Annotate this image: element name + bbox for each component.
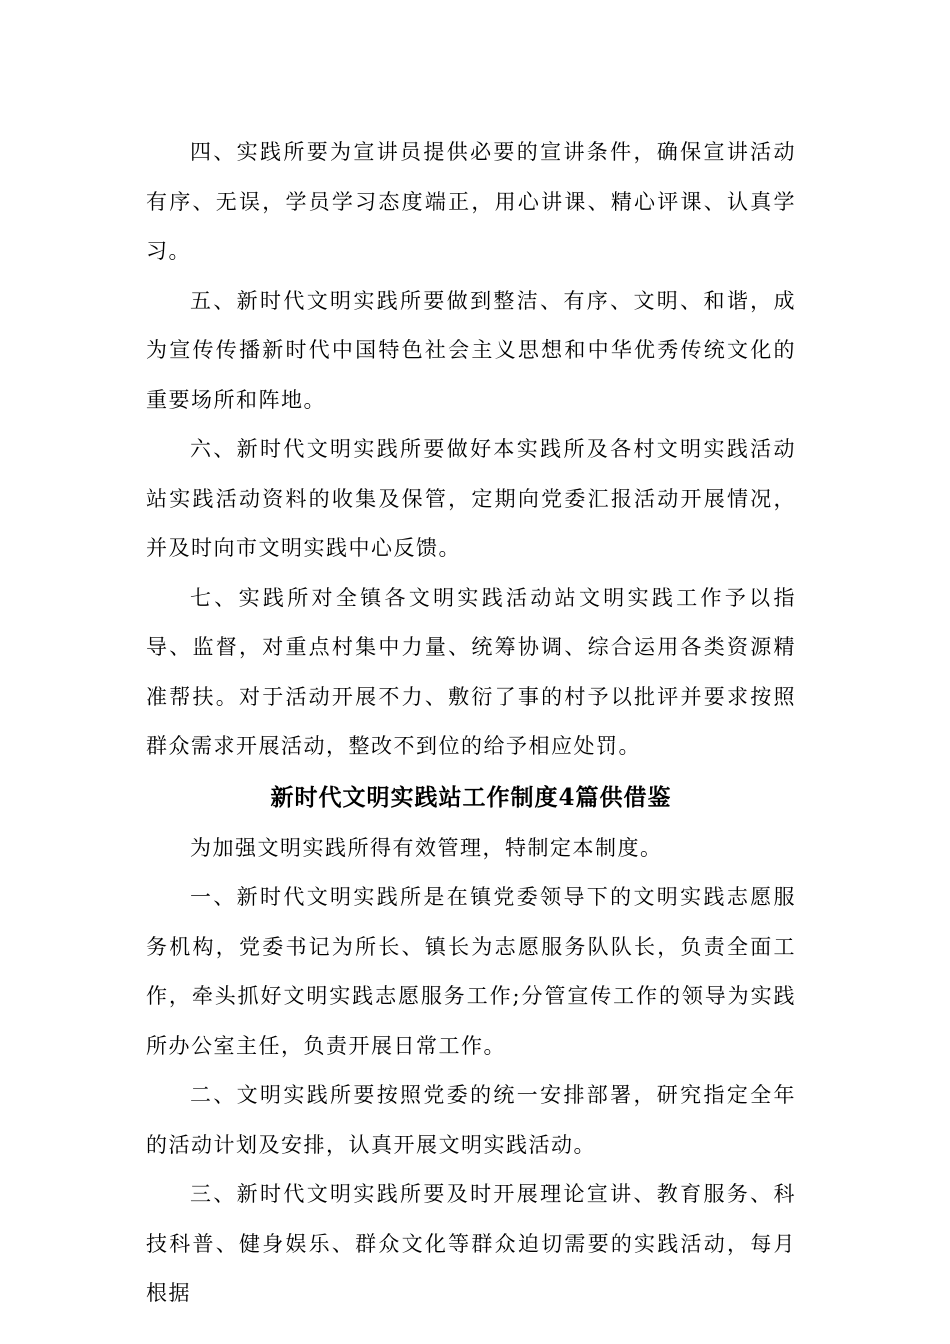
paragraph-2: 二、文明实践所要按照党委的统一安排部署，研究指定全年的活动计划及安排，认真开展文明实践活动。 bbox=[146, 1083, 796, 1157]
paragraph-1: 一、新时代文明实践所是在镇党委领导下的文明实践志愿服务机构，党委书记为所长、镇长为志愿服务队队长，负责全面工作，牵头抓好文明实践志愿服务工作;分管宣传工作的领导为实践所办公室主任，负责开展日常工作。 bbox=[146, 885, 796, 1058]
paragraph-7: 七、实践所对全镇各文明实践活动站文明实践工作予以指导、监督，对重点村集中力量、统筹协调、综合运用各类资源精准帮扶。对于活动开展不力、敷衍了事的村予以批评并要求按照群众需求开展活动，整改不到位的给予相应处罚。 bbox=[146, 585, 796, 758]
document-body bbox=[146, 128, 796, 1319]
paragraph-4: 四、实践所要为宣讲员提供必要的宣讲条件，确保宣讲活动有序、无误，学员学习态度端正，用心讲课、精心评课、认真学习。 bbox=[146, 140, 796, 263]
paragraph-5: 五、新时代文明实践所要做到整洁、有序、文明、和谐，成为宣传传播新时代中国特色社会主义思想和中华优秀传统文化的重要场所和阵地。 bbox=[146, 288, 796, 412]
paragraph-3: 三、新时代文明实践所要及时开展理论宣讲、教育服务、科技科普、健身娱乐、群众文化等群众迫切需要的实践活动，每月根据 bbox=[146, 1182, 796, 1305]
intro-paragraph: 为加强文明实践所得有效管理，特制定本制度。 bbox=[190, 835, 663, 860]
paragraph-6: 六、新时代文明实践所要做好本实践所及各村文明实践活动站实践活动资料的收集及保管，定期向党委汇报活动开展情况，并及时向市文明实践中心反馈。 bbox=[146, 437, 796, 560]
section-title: 新时代文明实践站工作制度4篇供借鉴 bbox=[270, 783, 672, 811]
